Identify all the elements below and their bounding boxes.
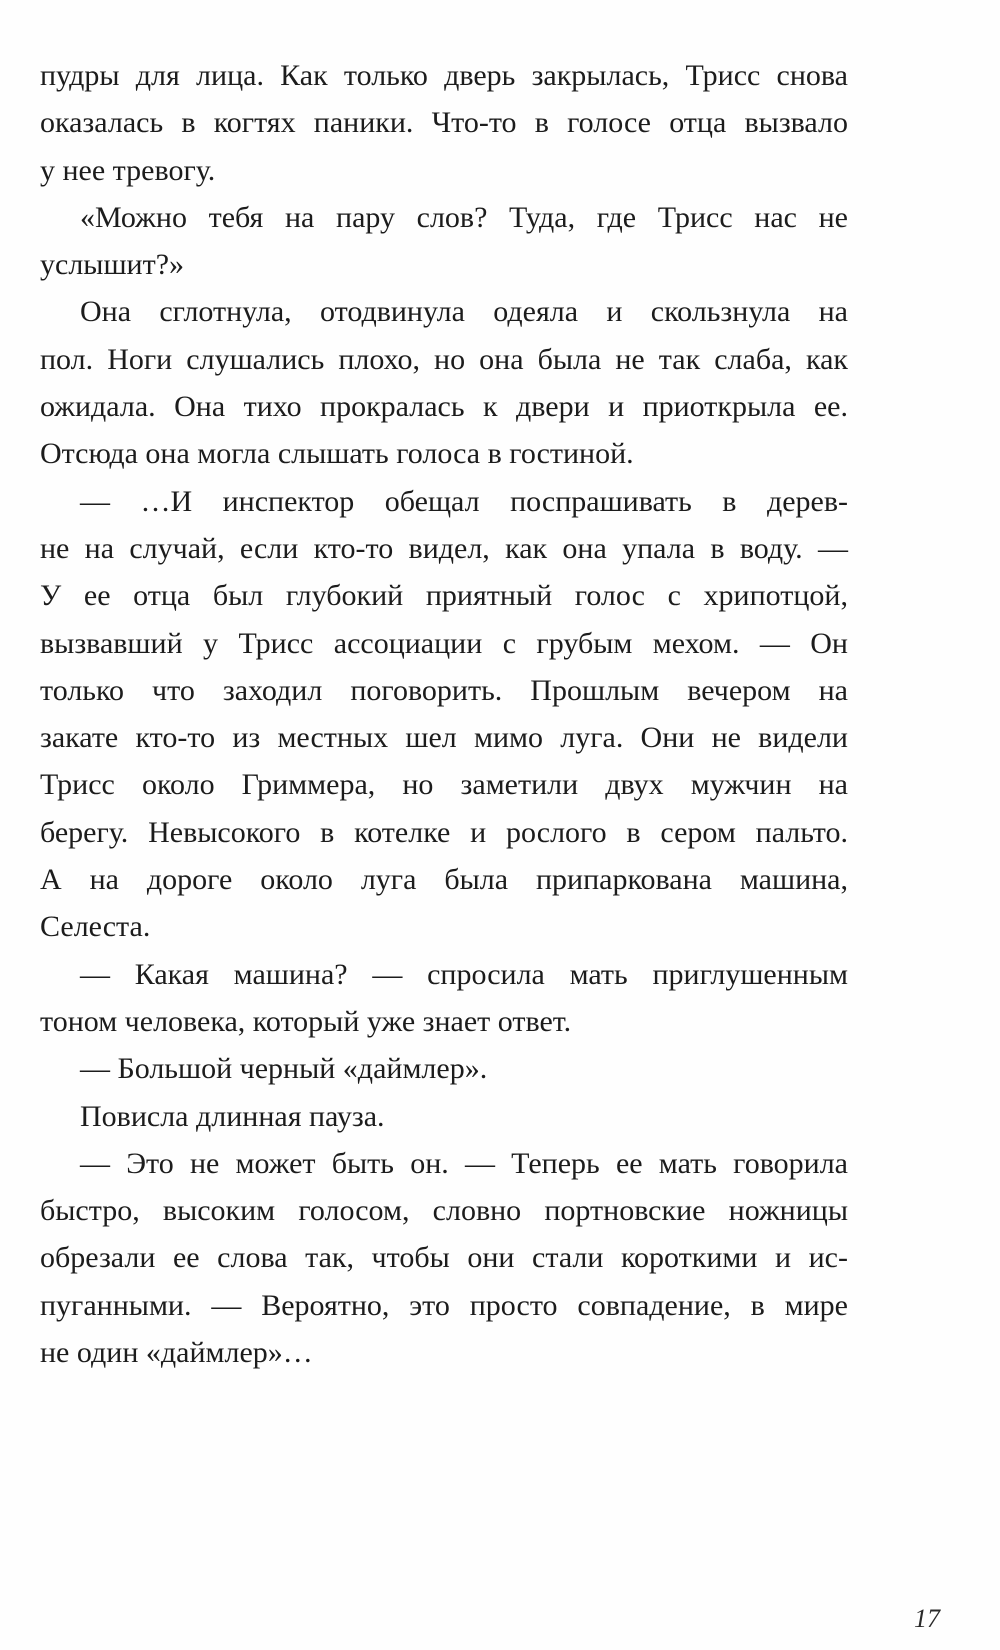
text-line: не на случай, если кто-то видел, как она упала в воду. —: [40, 531, 848, 565]
text-line: у нее тревогу.: [40, 153, 216, 187]
text-line: Она сглотнула, отодвинула одеяла и скользнула на: [80, 295, 848, 329]
text-line: Повисла длинная пауза.: [80, 1099, 385, 1133]
text-line: А на дороге около луга была припаркована машина,: [40, 863, 848, 897]
text-line: быстро, высоким голосом, словно портновские ножницы: [40, 1194, 848, 1228]
page-number: 17: [914, 1604, 940, 1633]
text-line: тоном человека, который уже знает ответ.: [40, 1004, 572, 1038]
text-line: пудры для лица. Как только дверь закрылась, Трисс снова: [40, 59, 848, 92]
text-line: «Можно тебя на пару слов? Туда, где Трисс нас не: [80, 200, 848, 234]
text-line: Селеста.: [40, 910, 151, 944]
text-line: пол. Ноги слушались плохо, но она была не так слаба, как: [40, 342, 848, 376]
text-line: обрезали ее слова так, чтобы они стали короткими и ис-: [40, 1241, 848, 1275]
text-line: У ее отца был глубокий приятный голос с хрипотцой,: [40, 579, 848, 613]
text-line: пуганными. — Вероятно, это просто совпадение, в мире: [40, 1288, 848, 1322]
text-line: не один «даймлер»…: [40, 1336, 313, 1370]
text-line: закате кто-то из местных шел мимо луга. Они не видели: [40, 721, 848, 755]
body-text: [40, 52, 848, 1376]
text-line: — Какая машина? — спросила мать приглушенным: [80, 957, 848, 991]
text-line: ожидала. Она тихо прокралась к двери и приоткрыла ее.: [40, 390, 848, 424]
text-line: услышит?»: [40, 248, 185, 282]
text-line: только что заходил поговорить. Прошлым вечером на: [40, 673, 848, 707]
text-line: Отсюда она могла слышать голоса в гостиной.: [40, 437, 634, 471]
text-line: — …И инспектор обещал поспрашивать в дерев-: [80, 484, 848, 518]
text-line: оказалась в когтях паники. Что-то в голосе отца вызвало: [40, 106, 848, 140]
text-line: берегу. Невысокого в котелке и рослого в сером пальто.: [40, 815, 848, 849]
text-line: — Большой черный «даймлер».: [80, 1052, 488, 1086]
text-line: — Это не может быть он. — Теперь ее мать говорила: [80, 1146, 848, 1180]
text-line: вызвавший у Трисс ассоциации с грубым мехом. — Он: [40, 626, 848, 660]
text-line: Трисс около Гриммера, но заметили двух мужчин на: [40, 768, 848, 802]
